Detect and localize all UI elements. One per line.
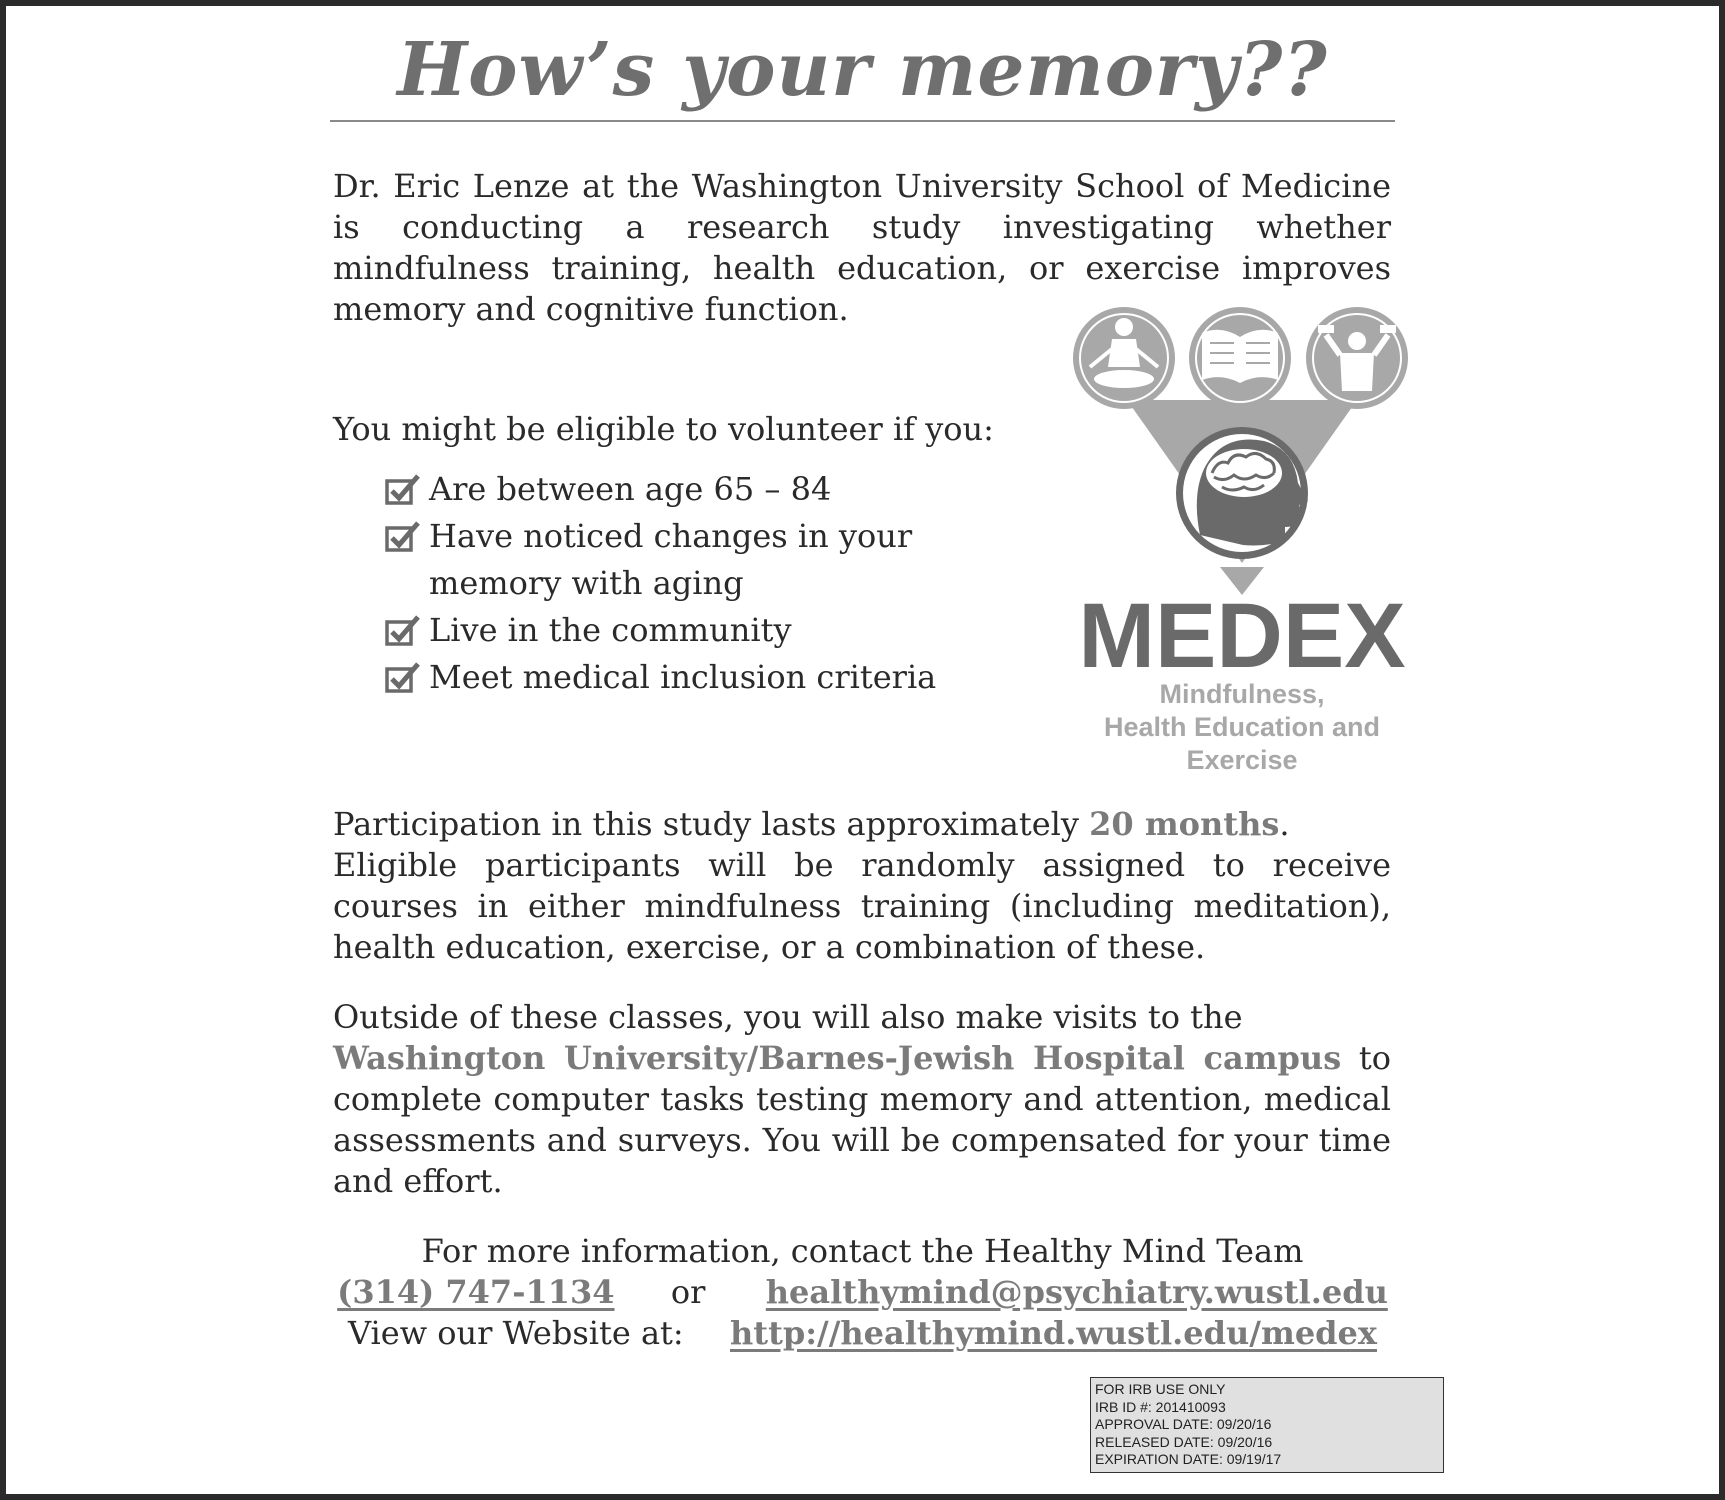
list-item-label: Live in the community [429, 611, 792, 649]
participation-paragraph [333, 804, 1391, 968]
website-label: View our Website at: [348, 1314, 684, 1352]
or-text: or [670, 1273, 706, 1311]
irb-line: RELEASED DATE: 09/20/16 [1095, 1433, 1273, 1450]
website-line [330, 1313, 1395, 1354]
book-icon [1189, 307, 1291, 409]
list-item [383, 607, 1023, 654]
checkbox-checked-icon [385, 614, 421, 648]
visits-rest: to complete computer tasks testing memory and attention, medical assessments and surveys. You will be compensated for your time and effort. [333, 1039, 1392, 1200]
logo-wordmark: MEDEX [1078, 585, 1406, 687]
title-divider [330, 120, 1395, 122]
exercise-icon [1306, 307, 1408, 409]
eligibility-heading: You might be eligible to volunteer if you: [333, 410, 994, 448]
irb-line: EXPIRATION DATE: 09/19/17 [1095, 1451, 1282, 1467]
logo-tagline-2: Health Education and [1103, 712, 1381, 742]
list-item-label: Meet medical inclusion criteria [429, 658, 937, 696]
website-link[interactable]: http://healthymind.wustl.edu/medex [730, 1314, 1377, 1352]
contact-line [330, 1272, 1395, 1313]
list-item [383, 654, 1023, 701]
duration-highlight: 20 months [1089, 805, 1280, 843]
irb-line: IRB ID #: 201410093 [1095, 1398, 1226, 1415]
participation-period: . [1279, 805, 1290, 843]
checkbox-checked-icon [385, 661, 421, 695]
list-item [383, 513, 1023, 607]
participation-lead: Participation in this study lasts approximately [333, 805, 1090, 843]
logo-tagline-3: Exercise [1186, 745, 1298, 775]
irb-stamp [1090, 1377, 1444, 1473]
email-link[interactable]: healthymind@psychiatry.wustl.edu [765, 1273, 1388, 1311]
contact-heading: For more information, contact the Healthy Mind Team [421, 1232, 1304, 1270]
irb-line: APPROVAL DATE: 09/20/16 [1095, 1416, 1272, 1432]
visits-line1: Outside of these classes, you will also make visits to the [333, 998, 1243, 1036]
checkbox-checked-icon [385, 473, 421, 507]
intro-text: Dr. Eric Lenze at the Washington University School of Medicine is conducting a research study investigating whether mindfulness training, health education, or exercise improves memory and cognitive function. [333, 167, 1391, 328]
medex-logo [1072, 305, 1412, 785]
phone-link[interactable]: (314) 747-1134 [337, 1273, 615, 1311]
checkbox-checked-icon [385, 520, 421, 554]
logo-tagline-1: Mindfulness, [1159, 679, 1325, 709]
visits-paragraph [333, 997, 1391, 1202]
meditation-icon [1073, 307, 1175, 409]
page-title: How’s your memory?? [397, 27, 1328, 113]
list-item [383, 466, 1023, 513]
brain-head-icon [1176, 427, 1308, 559]
eligibility-list [383, 466, 1023, 701]
participation-body: Eligible participants will be randomly assigned to receive courses in either mindfulness training (including meditation), health education, exercise, or a combination of these. [333, 846, 1391, 966]
irb-line: FOR IRB USE ONLY [1095, 1381, 1226, 1397]
list-item-label: Have noticed changes in your memory with aging [429, 517, 913, 602]
campus-highlight: Washington University/Barnes-Jewish Hospital campus [333, 1039, 1342, 1077]
list-item-label: Are between age 65 – 84 [429, 470, 832, 508]
